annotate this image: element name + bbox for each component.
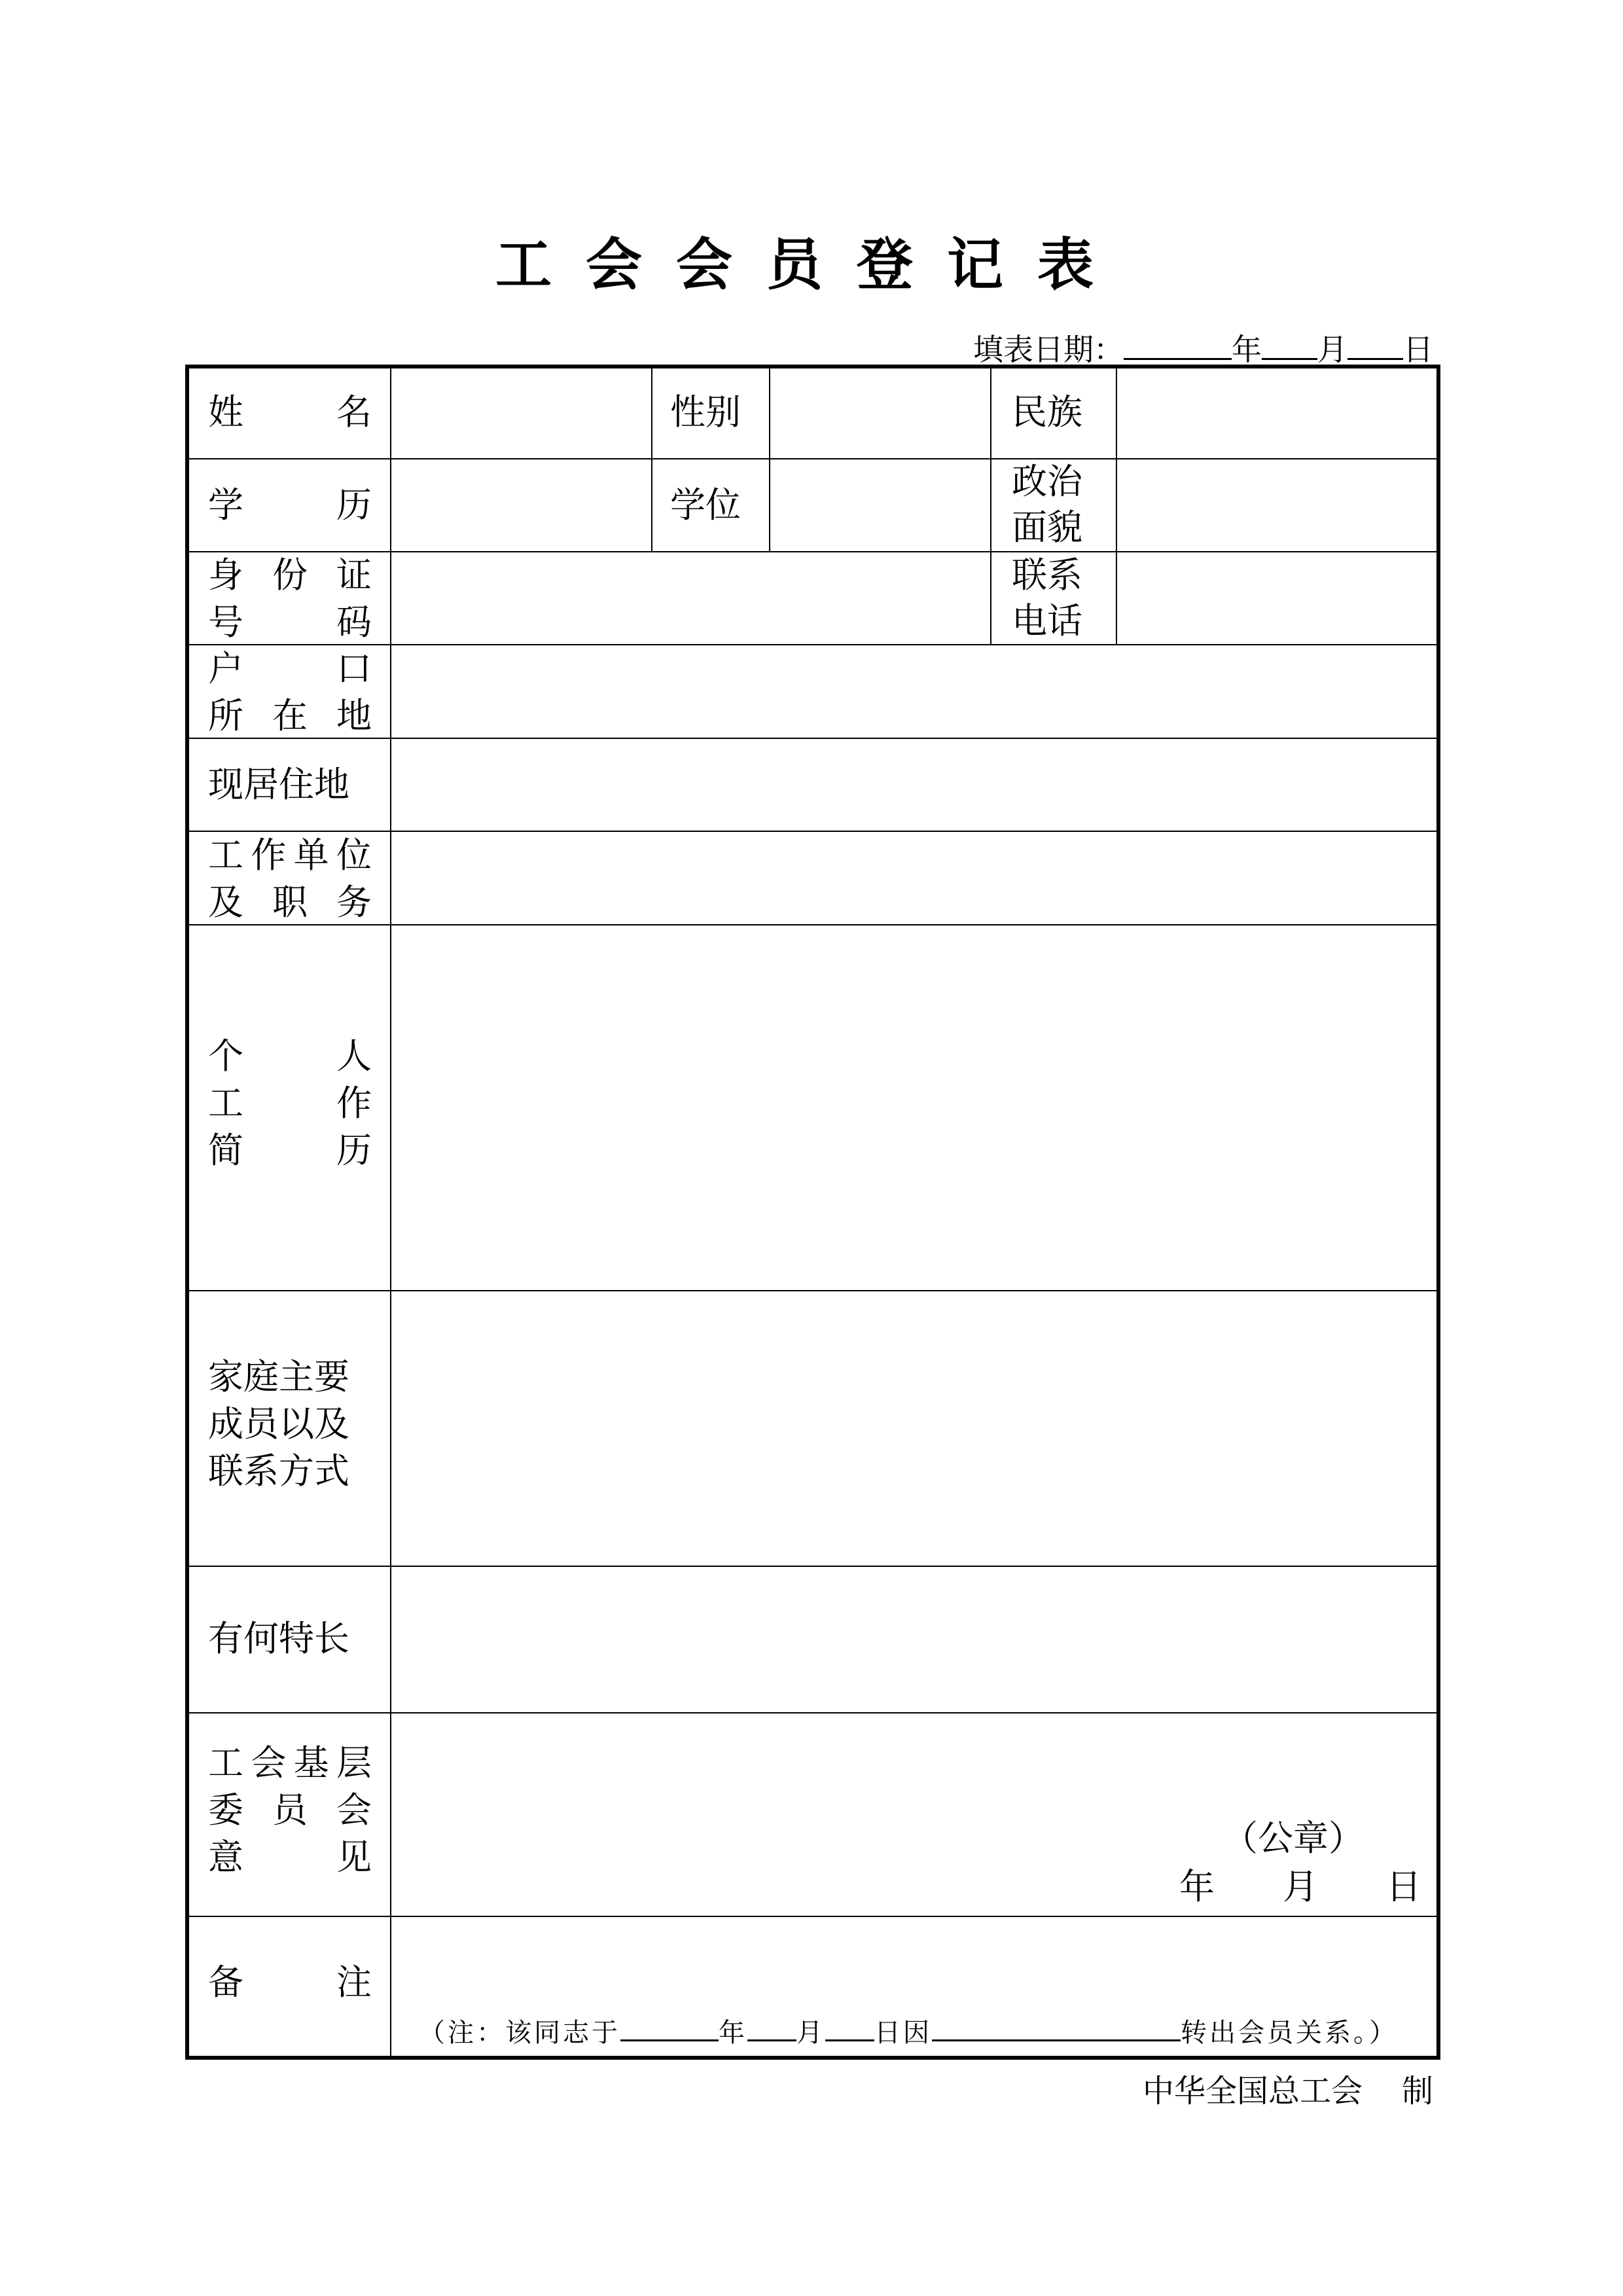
- row-divider: [187, 924, 1438, 925]
- degree-label: 学位: [670, 484, 741, 526]
- row-divider: [187, 831, 1438, 832]
- fill-date-year-label: 年: [1232, 332, 1262, 367]
- row-divider: [187, 1290, 1438, 1291]
- phone-label-line2: 电话: [1012, 600, 1082, 641]
- fill-date-month-label: 月: [1317, 332, 1347, 367]
- resume-label: 个 人 工 作 简 历: [208, 1035, 372, 1171]
- row-divider: [187, 458, 1438, 459]
- column-divider: [990, 367, 991, 644]
- column-divider: [1116, 367, 1117, 644]
- stamp-day: 日: [1386, 1866, 1421, 1907]
- hukou-label: 户 口 所 在 地: [208, 648, 372, 736]
- stamp-label: （公章）: [1222, 1818, 1364, 1859]
- name-label: 姓 名: [208, 391, 372, 433]
- family-label: 家庭主要 成员以及 联系方式: [208, 1356, 349, 1492]
- issuer-word: 制: [1401, 2073, 1433, 2109]
- note-reason-blank[interactable]: [932, 2011, 1181, 2041]
- issuer-org: 中华全国总工会: [1142, 2073, 1363, 2109]
- row-divider: [187, 551, 1438, 552]
- education-label: 学 历: [208, 484, 372, 526]
- note-year-label: 年: [719, 2018, 747, 2048]
- row-divider: [187, 738, 1438, 739]
- political-status-label-line1: 政治: [1012, 461, 1082, 502]
- ethnicity-label: 民族: [1012, 391, 1082, 433]
- note-month-blank[interactable]: [747, 2011, 796, 2041]
- note-year-blank[interactable]: [620, 2011, 719, 2041]
- issuer: [1143, 2068, 1433, 2114]
- column-divider: [769, 367, 770, 551]
- opinion-label: 工 会 基 层 委 员 会 意 见: [208, 1742, 372, 1878]
- political-status-label-line2: 面貌: [1012, 507, 1082, 548]
- note-day-blank[interactable]: [825, 2011, 874, 2041]
- row-divider: [187, 1916, 1438, 1917]
- work-unit-label: 工 作 单 位 及 职 务: [208, 834, 372, 923]
- fill-date-day-label: 日: [1403, 332, 1433, 367]
- specialty-label: 有何特长: [208, 1618, 349, 1659]
- row-divider: [187, 1566, 1438, 1567]
- fill-date-day-blank[interactable]: [1347, 324, 1403, 360]
- column-divider: [651, 367, 652, 551]
- fill-date-month-blank[interactable]: [1262, 324, 1317, 360]
- fill-date-label: 填表日期：: [973, 332, 1124, 367]
- stamp-year: 年: [1179, 1866, 1215, 1907]
- note-month-label: 月: [796, 2018, 825, 2048]
- row-divider: [187, 1712, 1438, 1713]
- fill-date-year-blank[interactable]: [1124, 324, 1232, 360]
- phone-label-line1: 联系: [1012, 554, 1082, 596]
- residence-label: 现居住地: [208, 764, 349, 805]
- note-suffix: 转出会员关系。）: [1181, 2018, 1398, 2048]
- note-day-reason-label: 日因: [874, 2018, 932, 2048]
- note-prefix: （注：该同志于: [419, 2018, 620, 2048]
- form-table: [185, 365, 1440, 2060]
- id-number-label: 身 份 证 号 码: [208, 554, 372, 643]
- row-divider: [187, 644, 1438, 645]
- gender-label: 性别: [670, 391, 741, 433]
- remarks-label: 备 注: [208, 1962, 372, 2003]
- form-title: 工会会员登记表: [495, 232, 1128, 298]
- column-divider: [390, 367, 391, 2058]
- stamp-month: 月: [1283, 1866, 1318, 1907]
- transfer-note: [419, 2011, 1398, 2053]
